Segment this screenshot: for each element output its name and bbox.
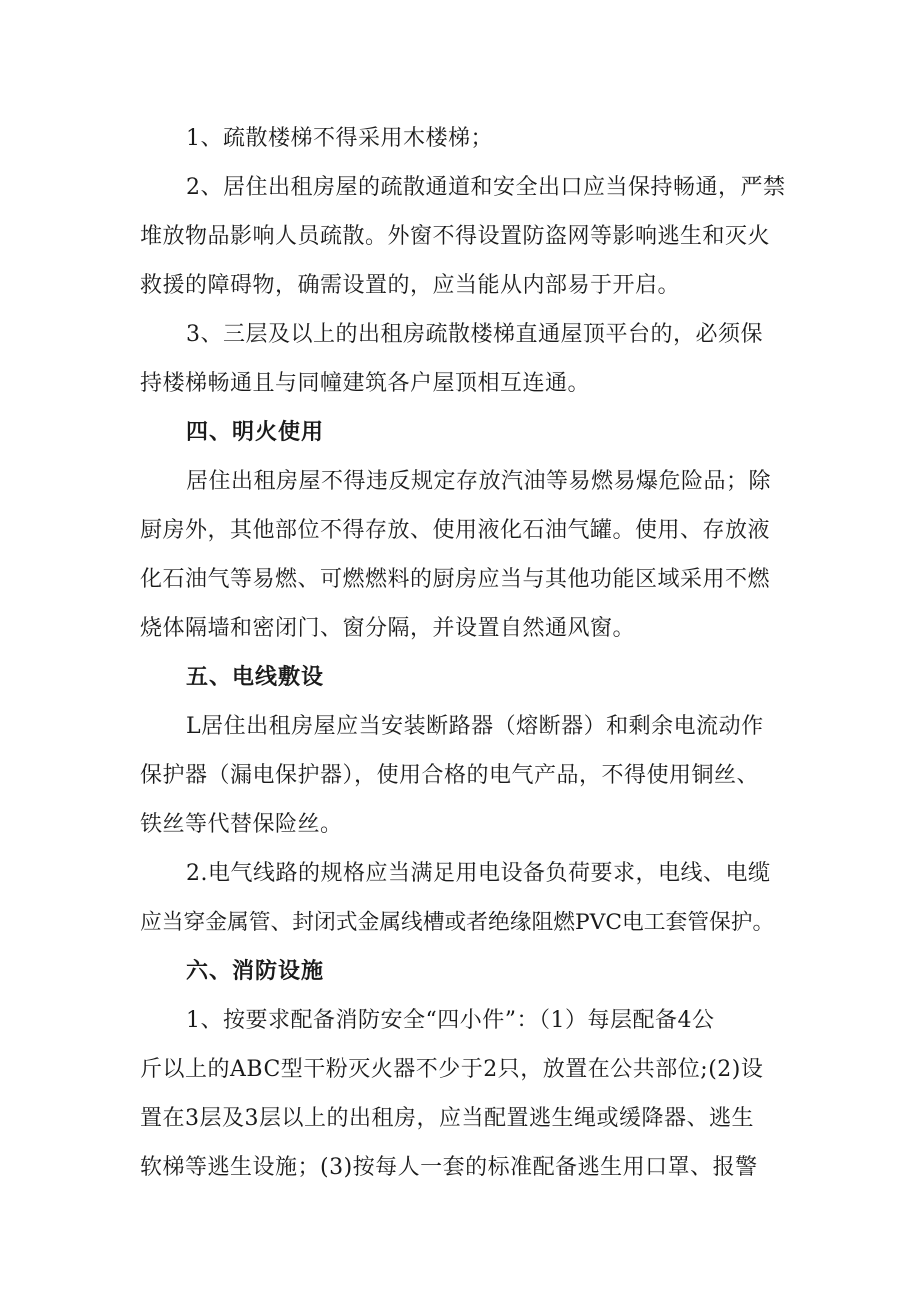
text-line: 铁丝等代替保险丝。 (140, 812, 343, 837)
text-line: 2、居住出租房屋的疏散通道和安全出口应当保持畅通，严禁 (186, 175, 786, 200)
text-line: 堆放物品影响人员疏散。外窗不得设置防盗网等影响逃生和灭火 (140, 224, 771, 249)
text-line: 持楼梯畅通且与同幢建筑各户屋顶相互连通。 (140, 371, 591, 396)
text-line: 厨房外，其他部位不得存放、使用液化石油气罐。使用、存放液 (140, 518, 771, 543)
section-heading: 四、明火使用 (186, 420, 325, 445)
text-line: L居住出租房屋应当安装断路器（熔断器）和剩余电流动作 (186, 714, 764, 739)
text-line: 化石油气等易燃、可燃燃料的厨房应当与其他功能区域采用不燃 (140, 567, 771, 592)
text-line: 1、按要求配备消防安全“四小件”：（1）每层配备4公 (186, 1008, 715, 1033)
text-line: 1、疏散楼梯不得采用木楼梯； (186, 126, 493, 151)
text-line: 2.电气线路的规格应当满足用电设备负荷要求，电线、电缆 (186, 861, 771, 886)
text-line: 烧体隔墙和密闭门、窗分隔，并设置自然通风窗。 (140, 616, 636, 641)
text-line: 居住出租房屋不得违反规定存放汽油等易燃易爆危险品；除 (186, 469, 772, 494)
text-line: 救援的障碍物，确需设置的，应当能从内部易于开启。 (140, 273, 681, 298)
section-heading: 五、电线敷设 (186, 665, 325, 690)
text-line: 3、三层及以上的出租房疏散楼梯直通屋顶平台的，必须保 (186, 322, 763, 347)
text-line: 软梯等逃生设施；(3)按每人一套的标准配备逃生用口罩、报警 (140, 1155, 758, 1180)
document-body (140, 114, 790, 1192)
text-line: 保护器（漏电保护器），使用合格的电气产品，不得使用铜丝、 (140, 763, 760, 788)
text-line: 斤以上的ABC型干粉灭火器不少于2只，放置在公共部位;(2)设 (140, 1057, 764, 1082)
text-line: 置在3层及3层以上的出租房，应当配置逃生绳或缓降器、逃生 (140, 1106, 754, 1131)
text-line: 应当穿金属管、封闭式金属线槽或者绝缘阻燃PVC电工套管保护。 (140, 910, 775, 935)
section-heading: 六、消防设施 (186, 959, 325, 984)
